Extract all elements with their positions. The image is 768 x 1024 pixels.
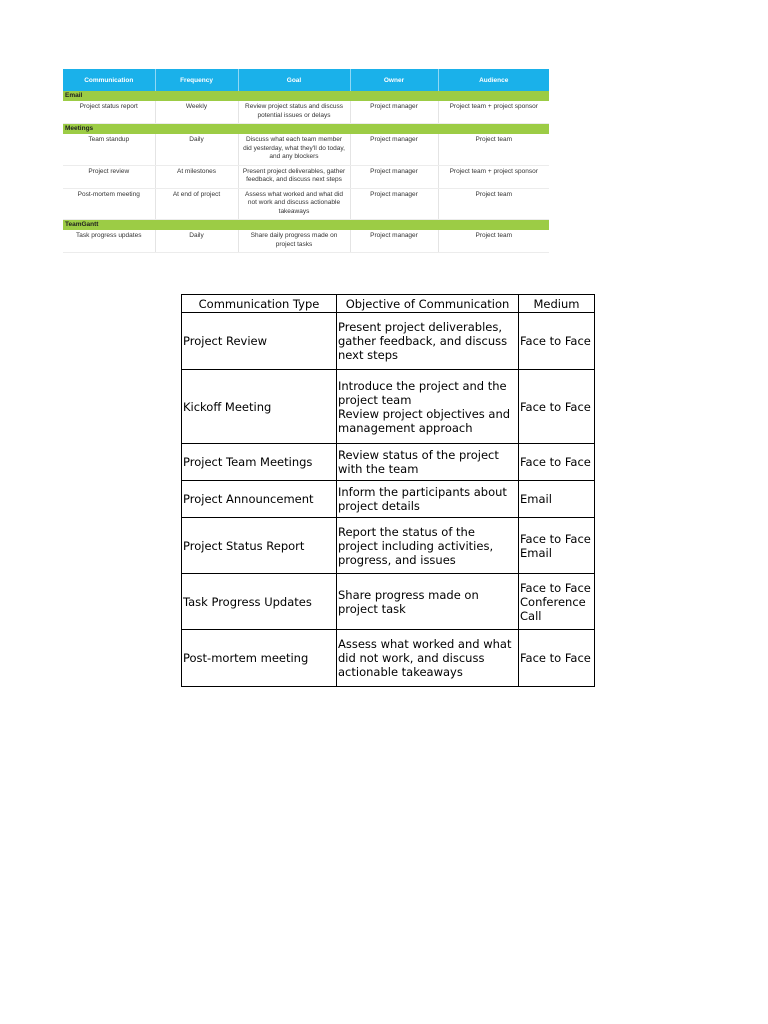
header-audience: Audience — [438, 69, 549, 91]
cell-communication: Post-mortem meeting — [63, 188, 155, 220]
cell-audience: Project team — [438, 134, 549, 165]
medium-line: Email — [520, 545, 552, 560]
table-row — [63, 230, 549, 253]
communication-matrix-table — [181, 294, 595, 687]
cell-goal: Share daily progress made on project tasks — [238, 230, 350, 253]
cell-medium — [519, 630, 595, 687]
cell-medium — [519, 444, 595, 481]
communication-plan-header-row — [63, 69, 549, 91]
cell-frequency: At milestones — [155, 165, 238, 188]
objective-line: Introduce the project and the project team — [338, 378, 507, 407]
table-row — [63, 165, 549, 188]
medium-line: Face to Face — [520, 531, 591, 546]
cell-owner: Project manager — [350, 134, 438, 165]
cell-communication-type: Task Progress Updates — [182, 574, 337, 630]
group-label: TeamGantt — [63, 220, 549, 231]
header-goal: Goal — [238, 69, 350, 91]
table-row — [63, 188, 549, 220]
cell-owner: Project manager — [350, 230, 438, 253]
table-row — [63, 101, 549, 124]
group-row-teamgantt — [63, 220, 549, 231]
cell-audience: Project team — [438, 188, 549, 220]
cell-medium — [519, 313, 595, 370]
cell-frequency: Daily — [155, 230, 238, 253]
cell-goal: Present project deliverables, gather feedback, and discuss next steps — [238, 165, 350, 188]
cell-owner: Project manager — [350, 188, 438, 220]
cell-medium — [519, 518, 595, 574]
header-frequency: Frequency — [155, 69, 238, 91]
cell-medium — [519, 481, 595, 518]
objective-line: Inform the participants about project details — [338, 485, 507, 513]
header-objective: Objective of Communication — [337, 295, 519, 313]
cell-objective — [337, 481, 519, 518]
cell-frequency: At end of project — [155, 188, 238, 220]
group-label: Meetings — [63, 124, 549, 135]
cell-communication-type: Project Announcement — [182, 481, 337, 518]
objective-line: Present project deliverables, gather feedback, and discuss next steps — [338, 320, 508, 362]
objective-line: Report the status of the project including activities, progress, and issues — [338, 524, 494, 567]
cell-communication-type: Project Review — [182, 313, 337, 370]
medium-line: Face to Face — [520, 455, 591, 469]
cell-goal: Assess what worked and what did not work and discuss actionable takeaways — [238, 188, 350, 220]
cell-audience: Project team + project sponsor — [438, 101, 549, 124]
cell-communication-type: Project Team Meetings — [182, 444, 337, 481]
medium-line: Face to Face — [520, 651, 591, 665]
cell-communication: Task progress updates — [63, 230, 155, 253]
cell-communication-type: Project Status Report — [182, 518, 337, 574]
header-owner: Owner — [350, 69, 438, 91]
cell-communication: Project status report — [63, 101, 155, 124]
cell-owner: Project manager — [350, 101, 438, 124]
group-row-email — [63, 91, 549, 101]
objective-line: Assess what worked and what did not work, and discuss actionable takeaways — [338, 637, 512, 679]
table-row — [182, 313, 595, 370]
cell-medium — [519, 370, 595, 444]
cell-audience: Project team + project sponsor — [438, 165, 549, 188]
medium-line: Face to Face — [520, 399, 591, 414]
cell-communication: Project review — [63, 165, 155, 188]
cell-medium — [519, 574, 595, 630]
communication-plan-table — [63, 69, 549, 253]
table-row — [182, 574, 595, 630]
table-row — [182, 370, 595, 444]
objective-line: Review project objectives and management approach — [338, 406, 511, 435]
cell-owner: Project manager — [350, 165, 438, 188]
medium-line: Face to Face — [520, 580, 591, 595]
header-medium: Medium — [519, 295, 595, 313]
table-row — [182, 518, 595, 574]
medium-line: Email — [520, 492, 552, 506]
cell-objective — [337, 518, 519, 574]
communication-matrix-header-row — [182, 295, 595, 313]
table-row — [182, 444, 595, 481]
objective-line: Share progress made on project task — [338, 587, 479, 616]
cell-goal: Review project status and discuss potential issues or delays — [238, 101, 350, 124]
cell-communication-type: Post-mortem meeting — [182, 630, 337, 687]
cell-goal: Discuss what each team member did yesterday, what they'll do today, and any blockers — [238, 134, 350, 165]
table-row — [182, 481, 595, 518]
group-label: Email — [63, 91, 549, 101]
medium-line: Face to Face — [520, 334, 591, 348]
cell-objective — [337, 574, 519, 630]
cell-audience: Project team — [438, 230, 549, 253]
table-row — [63, 134, 549, 165]
group-row-meetings — [63, 124, 549, 135]
cell-frequency: Weekly — [155, 101, 238, 124]
cell-frequency: Daily — [155, 134, 238, 165]
cell-objective — [337, 630, 519, 687]
objective-line: Review status of the project with the team — [338, 448, 499, 476]
cell-objective — [337, 444, 519, 481]
header-communication: Communication — [63, 69, 155, 91]
table-row — [182, 630, 595, 687]
cell-objective — [337, 370, 519, 444]
cell-communication-type: Kickoff Meeting — [182, 370, 337, 444]
cell-objective — [337, 313, 519, 370]
medium-line: Conference Call — [520, 594, 586, 623]
header-communication-type: Communication Type — [182, 295, 337, 313]
cell-communication: Team standup — [63, 134, 155, 165]
